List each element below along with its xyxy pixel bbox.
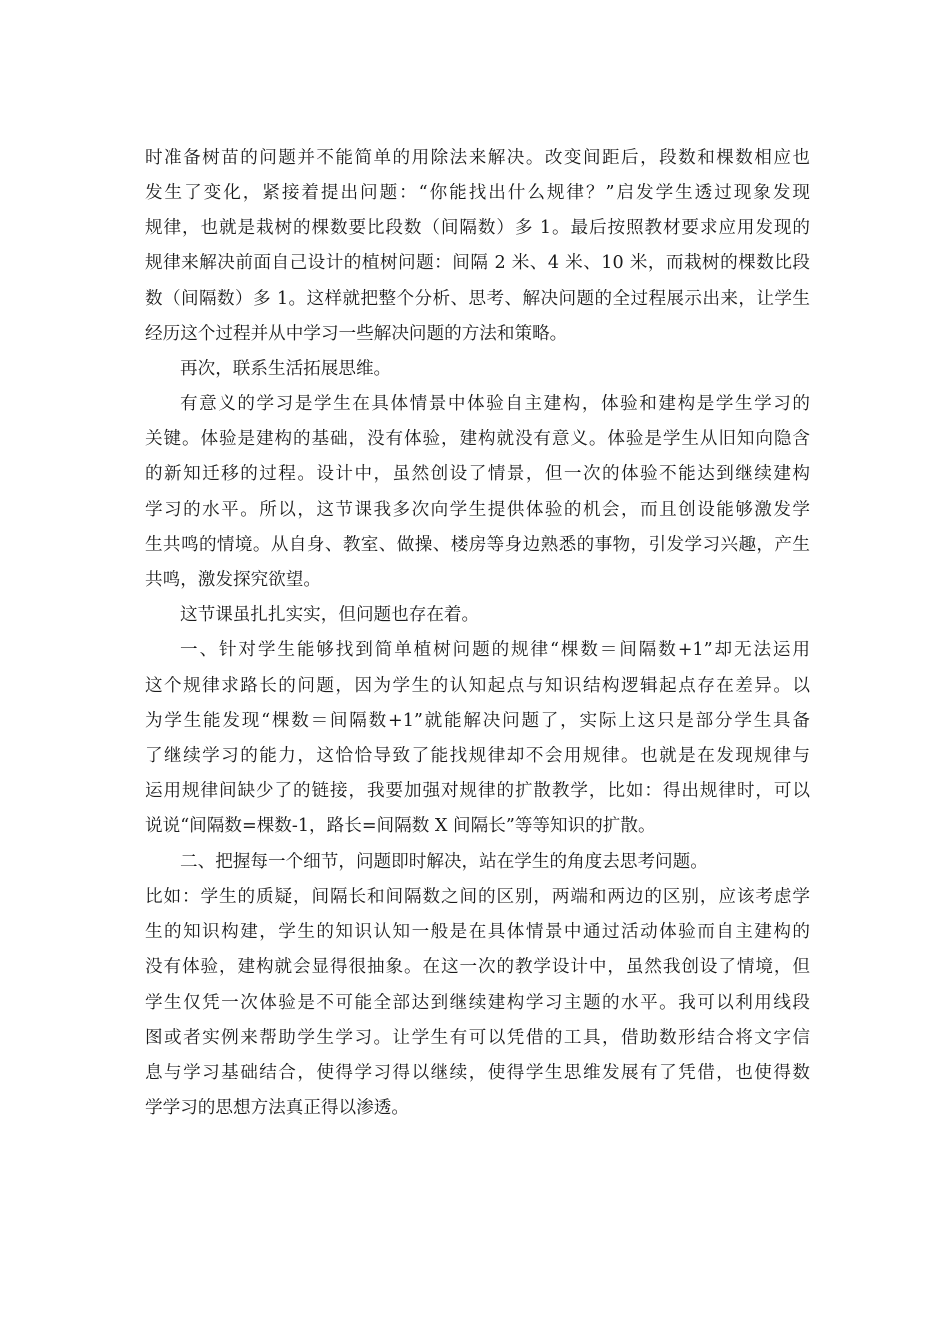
text-line: 数（间隔数）多 1。这样就把整个分析、思考、解决问题的全过程展示出来，让学生 — [145, 289, 810, 309]
text-line: 共鸣，激发探究欲望。 — [145, 570, 321, 590]
text-line: 为学生能发现“棵数＝间隔数+1”就能解决问题了，实际上这只是部分学生具备 — [145, 711, 810, 731]
text-line: 运用规律间缺少了的链接，我要加强对规律的扩散教学，比如：得出规律时，可以 — [145, 781, 810, 801]
text-line: 时准备树苗的问题并不能简单的用除法来解决。改变间距后，段数和棵数相应也 — [145, 148, 810, 168]
text-line: 学习的水平。所以，这节课我多次向学生提供体验的机会，而且创设能够激发学 — [145, 500, 810, 520]
text-line: 了继续学习的能力，这恰恰导致了能找规律却不会用规律。也就是在发现规律与 — [145, 746, 810, 766]
text-line: 经历这个过程并从中学习一些解决问题的方法和策略。 — [145, 324, 568, 344]
text-line: 这个规律求路长的问题，因为学生的认知起点与知识结构逻辑起点存在差异。以 — [145, 676, 810, 696]
text-line: 比如：学生的质疑，间隔长和间隔数之间的区别，两端和两边的区别，应该考虑学 — [145, 887, 810, 907]
text-line: 图或者实例来帮助学生学习。让学生有可以凭借的工具，借助数形结合将文字信 — [145, 1028, 810, 1048]
text-line: 息与学习基础结合，使得学习得以继续，使得学生思维发展有了凭借，也使得数 — [145, 1063, 810, 1083]
text-line: 一、针对学生能够找到简单植树问题的规律“棵数＝间隔数+1”却无法运用 — [180, 640, 810, 660]
text-line: 规律来解决前面自己设计的植树问题：间隔 2 米、4 米、10 米，而栽树的棵数比段 — [145, 253, 810, 273]
text-line: 没有体验，建构就会显得很抽象。在这一次的教学设计中，虽然我创设了情境，但 — [145, 957, 810, 977]
text-line: 这节课虽扎扎实实，但问题也存在着。 — [180, 605, 480, 625]
text-line: 二、把握每一个细节，问题即时解决，站在学生的角度去思考问题。 — [180, 852, 708, 872]
text-line: 关键。体验是建构的基础，没有体验，建构就没有意义。体验是学生从旧知向隐含 — [145, 429, 810, 449]
text-line: 的新知迁移的过程。设计中，虽然创设了情景，但一次的体验不能达到继续建构 — [145, 464, 810, 484]
text-line: 发生了变化，紧接着提出问题：“你能找出什么规律？”启发学生透过现象发现 — [145, 183, 810, 203]
text-line: 生共鸣的情境。从自身、教室、做操、楼房等身边熟悉的事物，引发学习兴趣，产生 — [145, 535, 810, 555]
text-line: 规律，也就是栽树的棵数要比段数（间隔数）多 1。最后按照教材要求应用发现的 — [145, 218, 810, 238]
text-line: 有意义的学习是学生在具体情景中体验自主建构，体验和建构是学生学习的 — [180, 394, 810, 414]
text-line: 学学习的思想方法真正得以渗透。 — [145, 1098, 409, 1118]
text-line: 学生仅凭一次体验是不可能全部达到继续建构学习主题的水平。我可以利用线段 — [145, 993, 810, 1013]
text-line: 说说“间隔数=棵数-1，路长=间隔数 X 间隔长”等等知识的扩散。 — [145, 816, 656, 836]
section-heading: 再次，联系生活拓展思维。 — [180, 359, 392, 379]
text-line: 生的知识构建，学生的知识认知一般是在具体情景中通过活动体验而自主建构的 — [145, 922, 810, 942]
